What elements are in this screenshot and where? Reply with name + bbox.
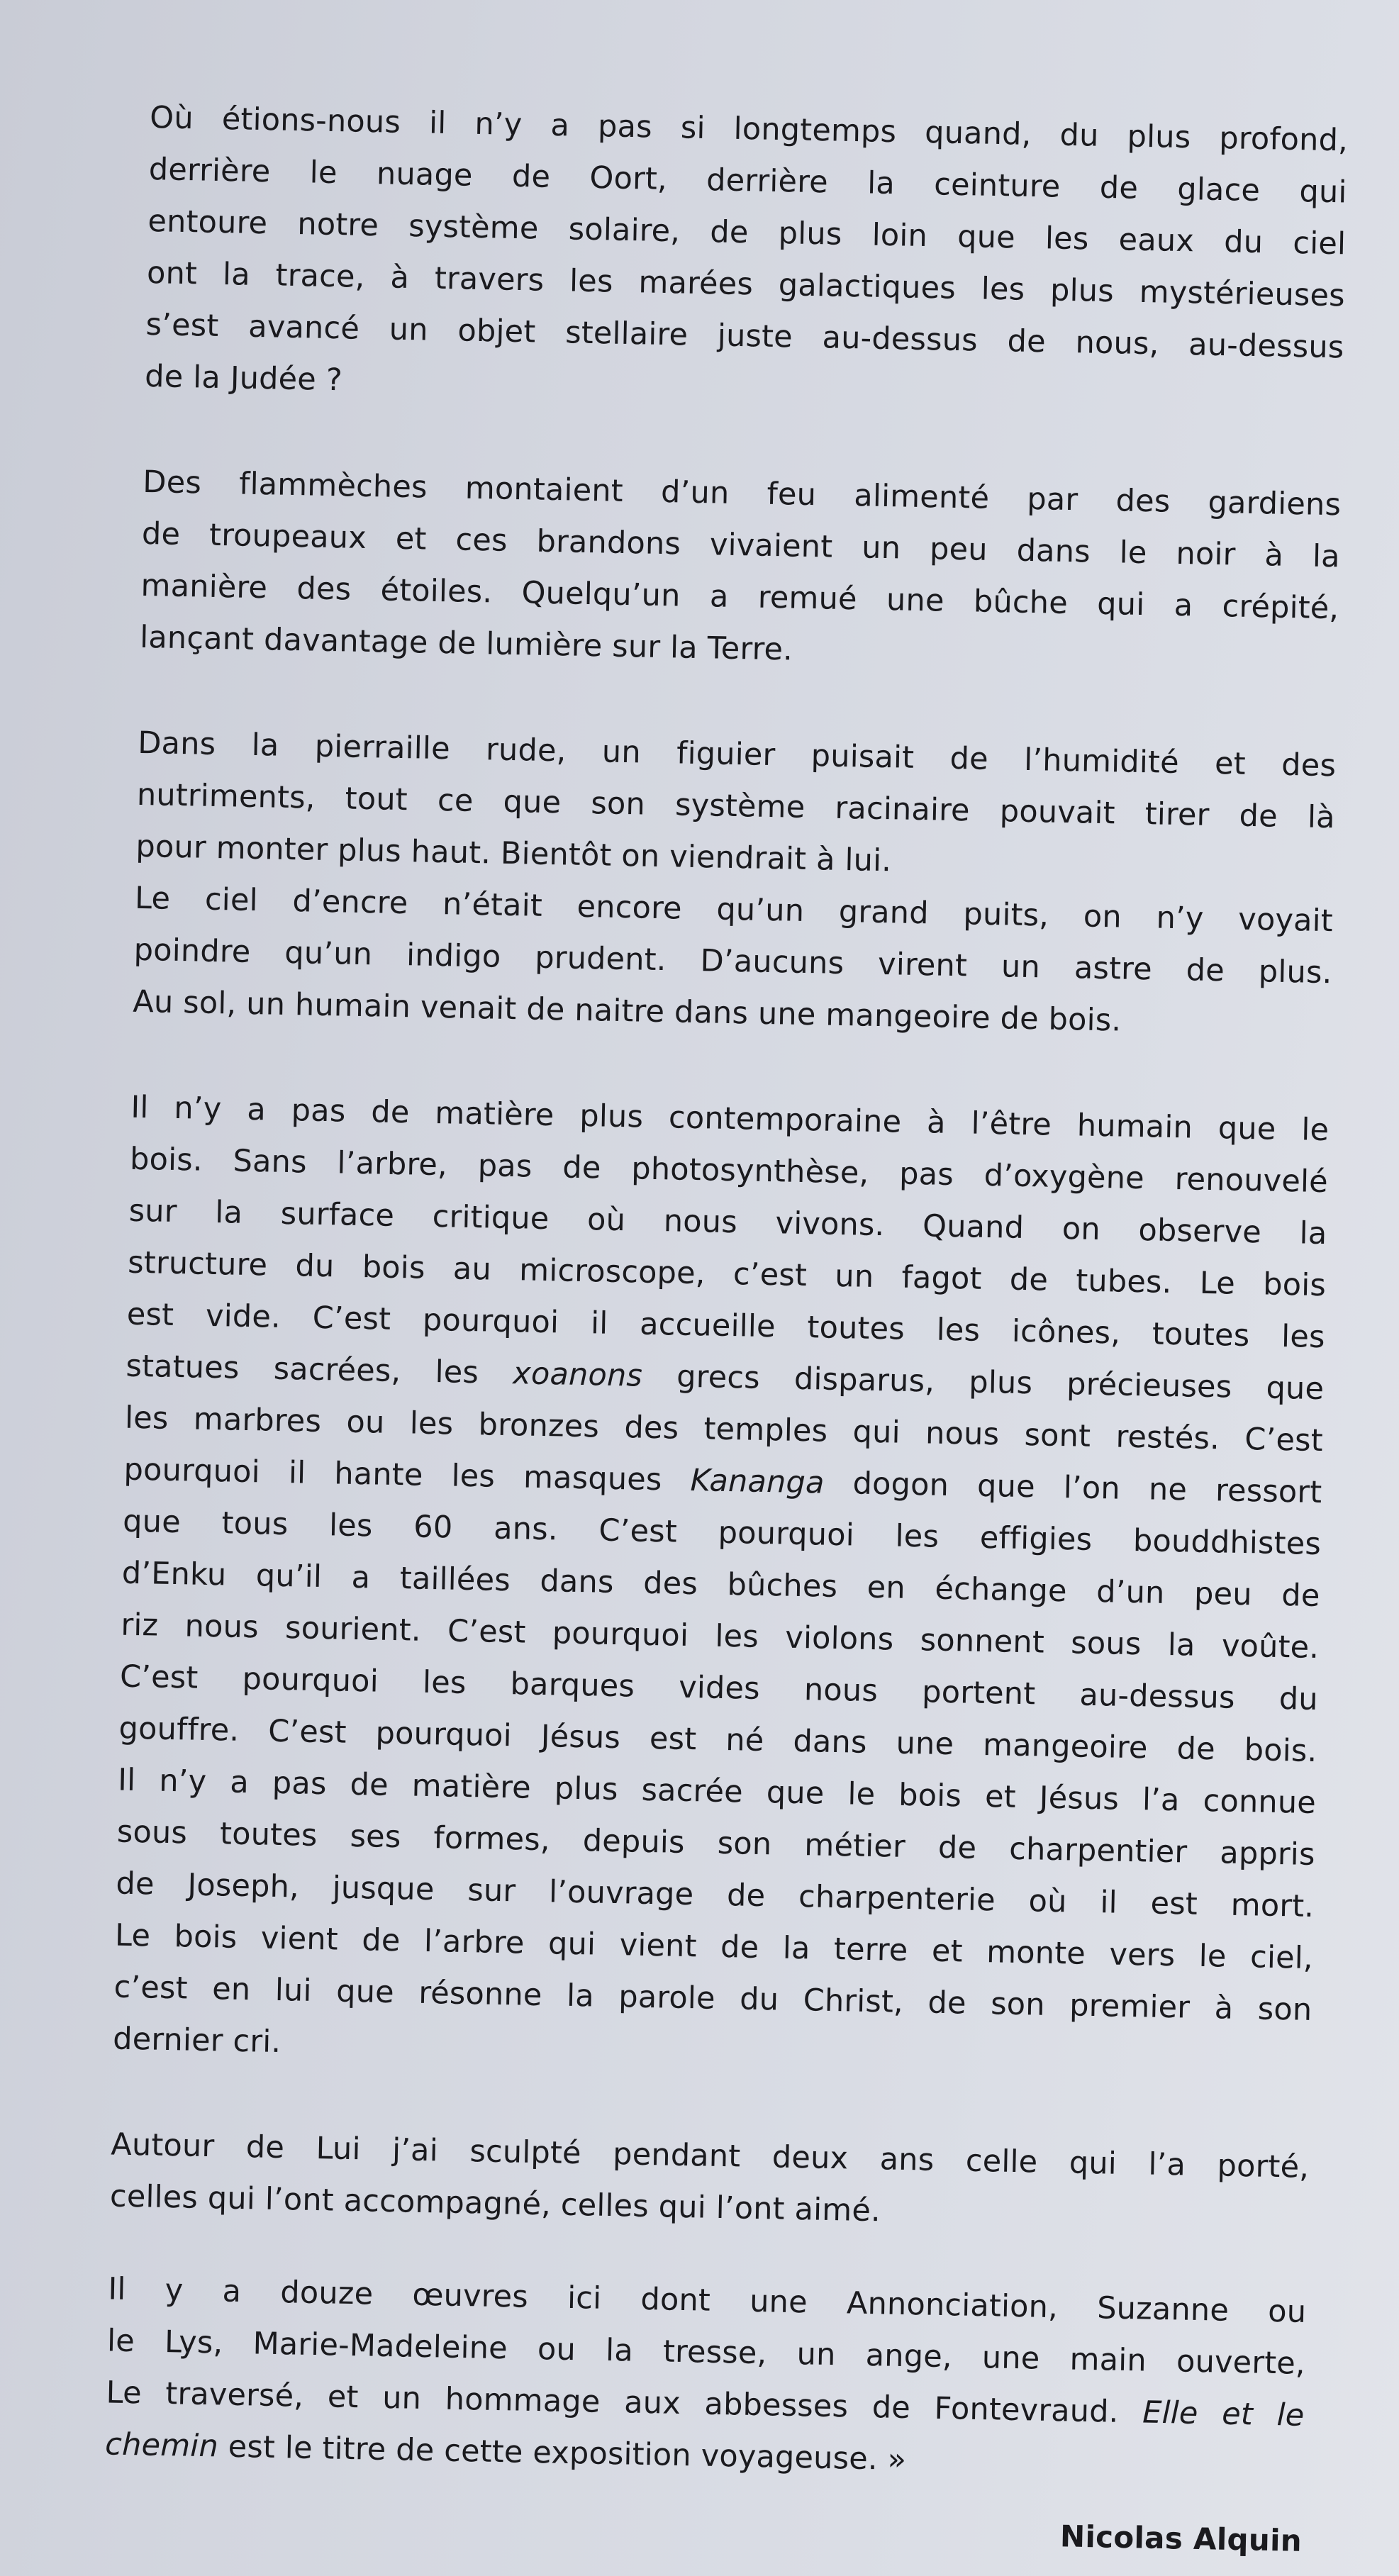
text-line: c’est en lui que résonne la parole du Christ, de son premier à son xyxy=(113,1969,1312,2028)
paragraph-5 xyxy=(113,1082,1330,2088)
italic-term: Kananga xyxy=(690,1462,825,1501)
text-line: poindre qu’un indigo prudent. D’aucuns virent un astre de plus. xyxy=(133,932,1332,991)
text-line: riz nous sourient. C’est pourquoi les violons sonnent sous la voûte. xyxy=(121,1607,1320,1666)
text-line: structure du bois au microscope, c’est un fagot de tubes. Le bois xyxy=(127,1244,1327,1304)
text-line: le Lys, Marie-Madeleine ou la tresse, un ange, une main ouverte, xyxy=(106,2323,1306,2382)
text-segment: dogon que l’on ne ressort xyxy=(824,1465,1322,1511)
paragraph-2 xyxy=(140,457,1342,686)
text-line: lançant davantage de lumière sur la Terre. xyxy=(139,619,793,668)
text-segment: pourquoi il hante les masques xyxy=(123,1451,691,1498)
text-line: Il n’y a pas de matière plus contemporaine à l’être humain que le xyxy=(130,1089,1330,1149)
text-line: celles qui l’ont accompagné, celles qui l’ont aimé. xyxy=(109,2178,881,2229)
text-line: ont la trace, à travers les marées galactiques les plus mystérieuses xyxy=(146,255,1346,314)
text-segment: grecs disparus, plus précieuses que xyxy=(642,1358,1325,1407)
paragraph-7 xyxy=(105,2263,1307,2493)
text-line: les marbres ou les bronzes des temples qui nous sont restés. C’est xyxy=(124,1400,1324,1459)
author-signature: Nicolas Alquin xyxy=(1059,2519,1303,2558)
text-line: pour monter plus haut. Bientôt on viendrait à lui. xyxy=(135,828,892,879)
paragraph-4 xyxy=(133,873,1334,1051)
text-line: est vide. C’est pourquoi il accueille toutes les icônes, toutes les xyxy=(126,1296,1326,1356)
text-line: C’est pourquoi les barques vides nous portent au-dessus du xyxy=(119,1658,1319,1718)
text-line: que tous les 60 ans. C’est pourquoi les effigies bouddhistes xyxy=(122,1503,1322,1563)
text-line: Des flammèches montaient d’un feu alimenté par des gardiens xyxy=(142,464,1342,523)
text-line: de troupeaux et ces brandons vivaient un peu dans le noir à la xyxy=(141,515,1341,575)
text-line: Autour de Lui j’ai sculpté pendant deux ans celle qui l’a porté, xyxy=(110,2126,1310,2185)
text-line: s’est avancé un objet stellaire juste au-dessus de nous, au-dessus xyxy=(145,306,1344,366)
italic-term: chemin xyxy=(104,2426,219,2465)
text-line: dernier cri. xyxy=(112,2021,282,2061)
paragraph-3 xyxy=(135,718,1337,896)
text-line: Le ciel d’encre n’était encore qu’un grand puits, on n’y voyait xyxy=(134,880,1334,939)
text-line: sur la surface critique où nous vivons. Quand on observe la xyxy=(128,1193,1327,1252)
text-line: bois. Sans l’arbre, pas de photosynthèse, pas d’oxygène renouvelé xyxy=(129,1141,1329,1200)
text-line: de la Judée ? xyxy=(144,358,343,398)
text-line: Le bois vient de l’arbre qui vient de la terre et monte vers le ciel, xyxy=(114,1917,1314,1976)
text-line: Il y a douze œuvres ici dont une Annonciation, Suzanne ou xyxy=(108,2271,1307,2330)
italic-term: Elle et le xyxy=(1142,2394,1305,2433)
text-line: Où étions-nous il n’y a pas si longtemps quand, du plus profond, xyxy=(149,99,1349,159)
text-line: Dans la pierraille rude, un figuier puisait de l’humidité et des xyxy=(137,725,1337,784)
text-line: entoure notre système solaire, de plus loin que les eaux du ciel xyxy=(147,203,1347,262)
text-line: d’Enku qu’il a taillées dans des bûches en échange d’un peu de xyxy=(121,1555,1321,1615)
text-line: manière des étoiles. Quelqu’un a remué une bûche qui a crépité, xyxy=(140,567,1339,627)
text-segment: Le traversé, et un hommage aux abbesses de Fontevraud. xyxy=(106,2375,1143,2431)
text-line: derrière le nuage de Oort, derrière la ceinture de glace qui xyxy=(148,151,1348,211)
text-line: Il n’y a pas de matière plus sacrée que le bois et Jésus l’a connue xyxy=(117,1762,1317,1822)
paragraph-1 xyxy=(145,92,1349,425)
text-line: Au sol, un humain venait de naitre dans une mangeoire de bois. xyxy=(132,983,1122,1039)
book-page xyxy=(104,92,1349,2558)
text-line: de Joseph, jusque sur l’ouvrage de charpenterie où il est mort. xyxy=(116,1866,1315,1924)
text-line: gouffre. C’est pourquoi Jésus est né dans une mangeoire de bois. xyxy=(118,1710,1317,1770)
text-line: nutriments, tout ce que son système racinaire pouvait tirer de là xyxy=(136,776,1336,836)
italic-term: xoanons xyxy=(512,1356,643,1394)
text-segment: est le titre de cette exposition voyageuse. » xyxy=(218,2429,907,2478)
text-line: sous toutes ses formes, depuis son métier de charpentier appris xyxy=(116,1814,1316,1873)
text-segment: statues sacrées, les xyxy=(126,1348,513,1392)
